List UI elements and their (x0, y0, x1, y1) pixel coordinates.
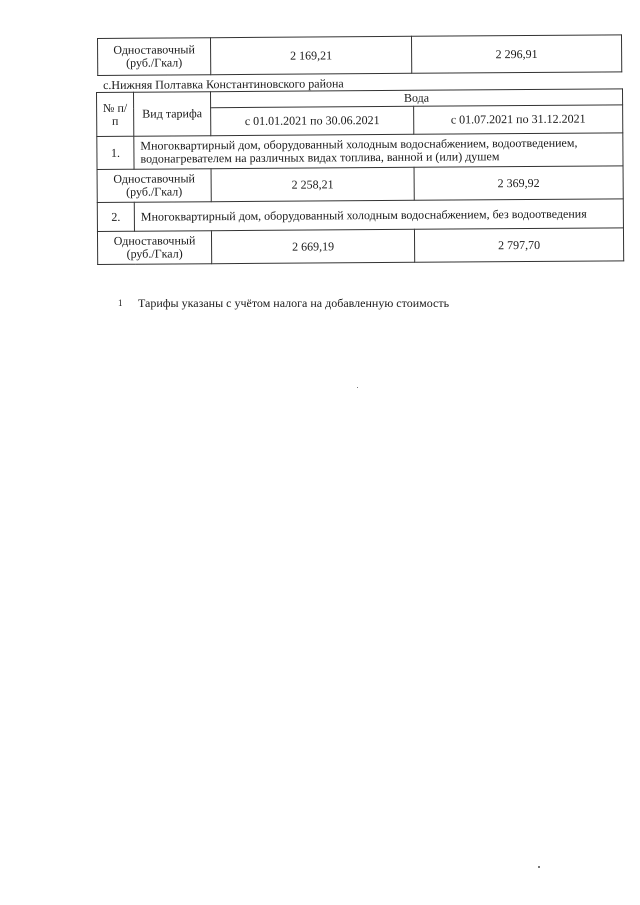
tariff-value-cell: 2 669,19 (211, 229, 414, 263)
scan-speck (538, 866, 540, 868)
row-number: 2. (97, 202, 134, 231)
locality-heading: с.Нижняя Полтавка Константиновского района (103, 76, 344, 92)
row-description: Многоквартирный дом, оборудованный холодным водоснабжением, без водоотведения (134, 199, 623, 231)
tariff-value-cell: 2 169,21 (211, 36, 412, 74)
tariff-value-cell: 2 369,92 (414, 166, 623, 200)
table-row (97, 228, 623, 265)
tariff-type-cell: Одноставочный (руб./Гкал) (97, 169, 211, 203)
tariff-type-cell: Одноставочный (руб./Гкал) (98, 38, 211, 76)
tariff-table (96, 88, 624, 265)
row-description: Многоквартирный дом, оборудованный холодным водоснабжением, водоотведением, водонагревателем на различных видах топлива, ванной и (или) душем (134, 133, 623, 169)
table-row (97, 166, 623, 203)
header-period-1: с 01.01.2021 по 30.06.2021 (211, 106, 414, 135)
footnote-marker: 1 (118, 298, 123, 308)
header-water: Вода (211, 89, 623, 108)
footnote-text: Тарифы указаны с учётом налога на добавленную стоимость (138, 296, 450, 310)
tariff-value-cell: 2 258,21 (211, 167, 414, 201)
table-row (97, 199, 623, 232)
scan-speck (357, 387, 358, 388)
tariff-type-cell: Одноставочный (руб./Гкал) (97, 231, 211, 265)
footnote (118, 296, 449, 310)
header-number: № п/п (97, 92, 134, 136)
tariff-value-cell: 2 296,91 (411, 35, 621, 73)
header-tariff-type: Вид тарифа (134, 92, 211, 137)
tariff-table-fragment (97, 34, 622, 76)
table-row (97, 133, 623, 170)
table-row (98, 35, 622, 76)
tariff-value-cell: 2 797,70 (414, 228, 623, 262)
header-period-2: с 01.07.2021 по 31.12.2021 (414, 105, 623, 134)
row-number: 1. (97, 136, 134, 169)
